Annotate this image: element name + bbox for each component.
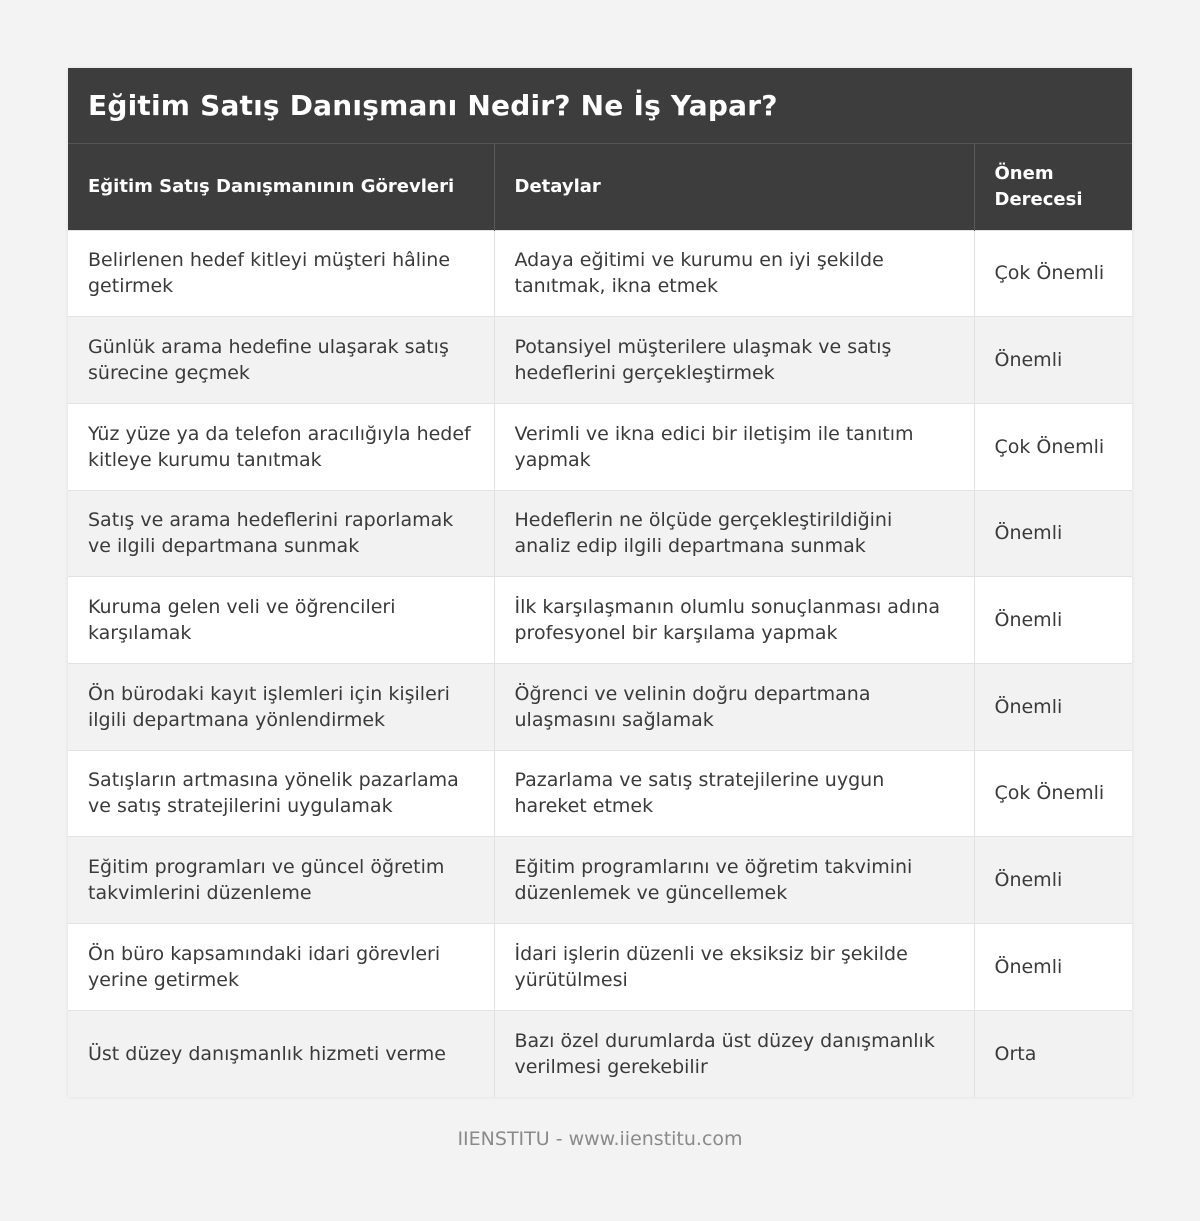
importance-cell: Önemli <box>974 663 1132 750</box>
duty-cell: Ön bürodaki kayıt işlemleri için kişileri ilgili departmana yönlendirmek <box>68 663 494 750</box>
footer-credit: IIENSTITU - www.iienstitu.com <box>457 1128 743 1150</box>
importance-cell: Önemli <box>974 317 1132 404</box>
duty-cell: Yüz yüze ya da telefon aracılığıyla hedef kitleye kurumu tanıtmak <box>68 403 494 490</box>
table-row <box>68 750 1132 837</box>
duty-cell: Kuruma gelen veli ve öğrencileri karşılamak <box>68 577 494 664</box>
detail-cell: Pazarlama ve satış stratejilerine uygun hareket etmek <box>494 750 974 837</box>
detail-cell: İdari işlerin düzenli ve eksiksiz bir şekilde yürütülmesi <box>494 924 974 1011</box>
importance-cell: Önemli <box>974 924 1132 1011</box>
column-header-duties: Eğitim Satış Danışmanının Görevleri <box>68 144 494 230</box>
importance-cell: Çok Önemli <box>974 403 1132 490</box>
detail-cell: Potansiyel müşterilere ulaşmak ve satış hedeflerini gerçekleştirmek <box>494 317 974 404</box>
table-row <box>68 663 1132 750</box>
column-header-details: Detaylar <box>494 144 974 230</box>
detail-cell: Bazı özel durumlarda üst düzey danışmanlık verilmesi gerekebilir <box>494 1010 974 1097</box>
table-row <box>68 317 1132 404</box>
column-header-importance: Önem Derecesi <box>974 144 1132 230</box>
duty-cell: Üst düzey danışmanlık hizmeti verme <box>68 1010 494 1097</box>
importance-cell: Önemli <box>974 577 1132 664</box>
importance-cell: Çok Önemli <box>974 750 1132 837</box>
duty-cell: Satışların artmasına yönelik pazarlama ve satış stratejilerini uygulamak <box>68 750 494 837</box>
table-row <box>68 1010 1132 1097</box>
detail-cell: İlk karşılaşmanın olumlu sonuçlanması adına profesyonel bir karşılama yapmak <box>494 577 974 664</box>
table-row <box>68 837 1132 924</box>
importance-cell: Çok Önemli <box>974 230 1132 317</box>
detail-cell: Verimli ve ikna edici bir iletişim ile tanıtım yapmak <box>494 403 974 490</box>
page-title: Eğitim Satış Danışmanı Nedir? Ne İş Yapar? <box>68 68 1132 144</box>
detail-cell: Eğitim programlarını ve öğretim takvimini düzenlemek ve güncellemek <box>494 837 974 924</box>
duty-cell: Satış ve arama hedeflerini raporlamak ve ilgili departmana sunmak <box>68 490 494 577</box>
table-row <box>68 577 1132 664</box>
importance-cell: Önemli <box>974 837 1132 924</box>
duty-cell: Günlük arama hedefine ulaşarak satış sürecine geçmek <box>68 317 494 404</box>
table-row <box>68 403 1132 490</box>
detail-cell: Öğrenci ve velinin doğru departmana ulaşmasını sağlamak <box>494 663 974 750</box>
duty-cell: Eğitim programları ve güncel öğretim takvimlerini düzenleme <box>68 837 494 924</box>
duty-cell: Ön büro kapsamındaki idari görevleri yerine getirmek <box>68 924 494 1011</box>
importance-cell: Önemli <box>974 490 1132 577</box>
detail-cell: Adaya eğitimi ve kurumu en iyi şekilde tanıtmak, ikna etmek <box>494 230 974 317</box>
duty-cell: Belirlenen hedef kitleyi müşteri hâline getirmek <box>68 230 494 317</box>
table-row <box>68 490 1132 577</box>
content-card <box>68 68 1132 1097</box>
duties-table <box>68 144 1132 1097</box>
table-row <box>68 924 1132 1011</box>
importance-cell: Orta <box>974 1010 1132 1097</box>
detail-cell: Hedeflerin ne ölçüde gerçekleştirildiğini analiz edip ilgili departmana sunmak <box>494 490 974 577</box>
table-header <box>68 144 1132 230</box>
table-row <box>68 230 1132 317</box>
table-body <box>68 230 1132 1097</box>
